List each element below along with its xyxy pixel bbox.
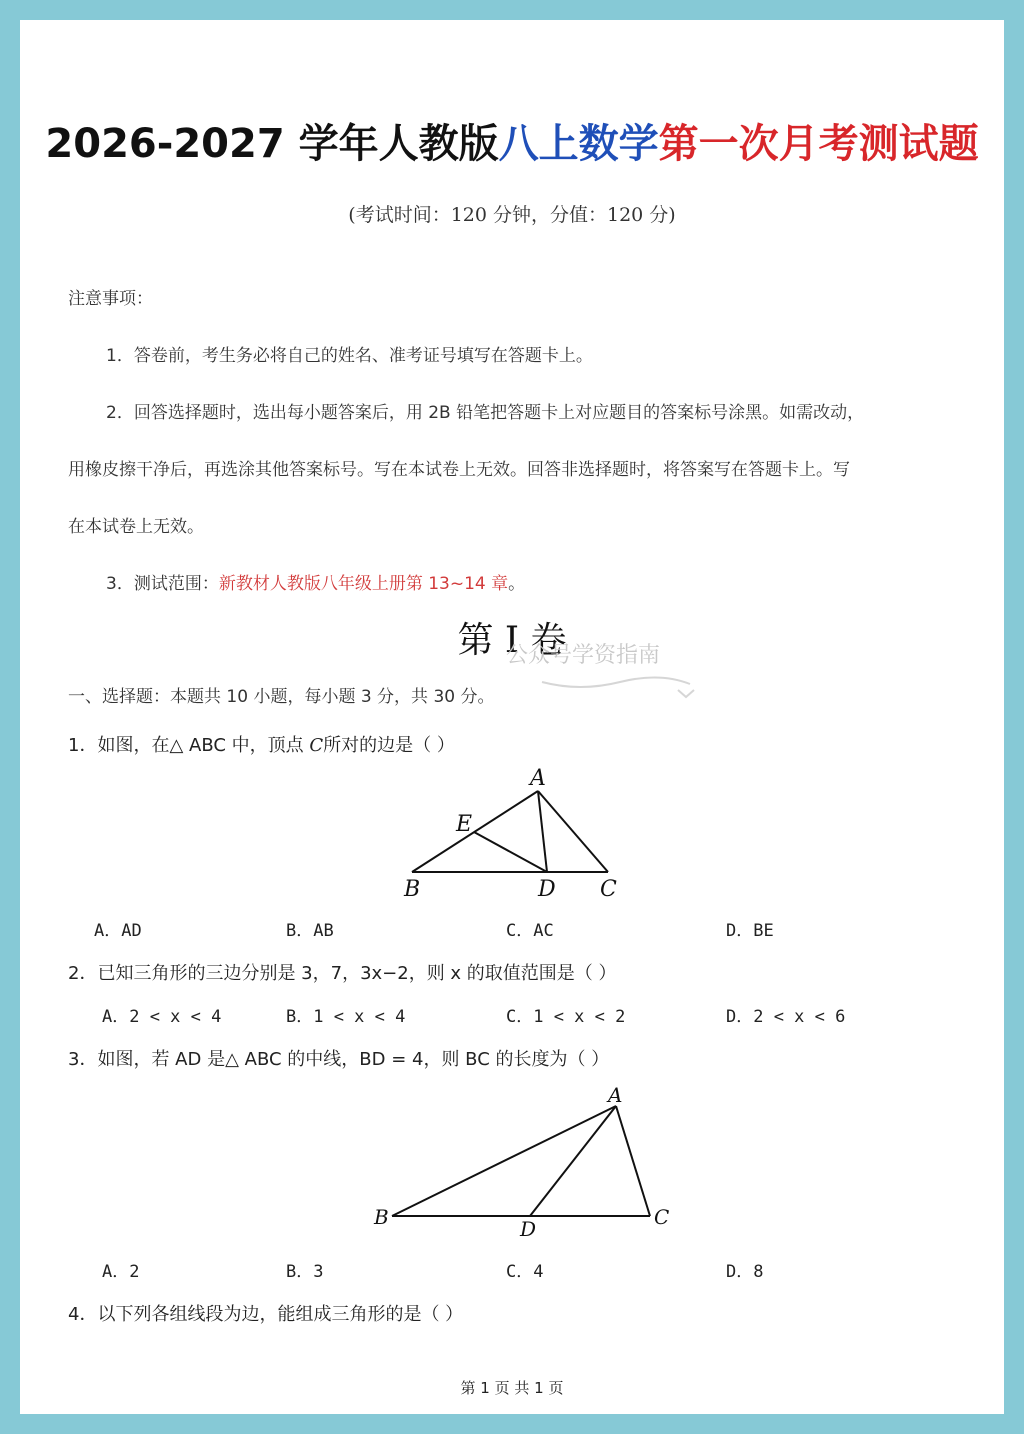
question-1-option-b[interactable]: B．AB — [286, 921, 334, 941]
notice-item-3-suffix: 。 — [508, 574, 526, 594]
question-2-option-c[interactable]: C．1 < x < 2 — [506, 1007, 626, 1027]
notice-item-2-line-3: 在本试卷上无效。 — [68, 517, 204, 537]
notice-item-3-range: 新教材人教版八年级上册第 13~14 章 — [218, 574, 509, 594]
notice-item-1: 1．答卷前，考生务必将自己的姓名、准考证号填写在答题卡上。 — [106, 346, 593, 366]
question-3-figure — [360, 1082, 690, 1242]
page-footer: 第 1 页 共 1 页 — [460, 1379, 564, 1397]
section-choice-heading: 一、选择题：本题共 10 小题，每小题 3 分，共 30 分。 — [68, 687, 495, 707]
q3-label-b: B — [374, 1205, 389, 1229]
question-1-stem-suffix: 所对的边是（ ） — [323, 735, 455, 756]
question-3-option-d[interactable]: D．8 — [726, 1262, 764, 1282]
q3-label-d: D — [520, 1217, 537, 1241]
question-1-stem-prefix: 1．如图，在△ ABC 中，顶点 — [68, 735, 310, 756]
question-3-option-b[interactable]: B．3 — [286, 1262, 324, 1282]
notice-item-2-line-2: 用橡皮擦干净后，再选涂其他答案标号。写在本试卷上无效。回答非选择题时，将答案写在答题卡上。写 — [68, 460, 850, 480]
exam-page — [20, 20, 1004, 1414]
title-part-year: 2026-2027 学年人教版 — [45, 121, 499, 167]
question-1-figure — [390, 760, 660, 910]
q3-label-a: A — [608, 1083, 623, 1107]
question-2-option-d[interactable]: D．2 < x < 6 — [726, 1007, 846, 1027]
question-2-option-a[interactable]: A．2 < x < 4 — [102, 1007, 222, 1027]
q1-label-b: B — [404, 877, 421, 902]
question-3-option-c[interactable]: C．4 — [506, 1262, 544, 1282]
q3-label-c: C — [654, 1205, 670, 1229]
title-part-subject: 八上数学 — [498, 121, 659, 167]
question-3-option-a[interactable]: A．2 — [102, 1262, 140, 1282]
question-1-option-d[interactable]: D．BE — [726, 921, 774, 941]
notice-item-2-line-1: 2．回答选择题时，选出每小题答案后，用 2B 铅笔把答题卡上对应题目的答案标号涂黑。如需改动， — [106, 403, 865, 423]
watermark-scribble — [540, 670, 710, 700]
exam-duration-score: (考试时间：120 分钟，分值：120 分) — [348, 204, 676, 226]
notice-heading: 注意事项： — [68, 289, 153, 309]
title-part-exam: 第一次月考测试题 — [658, 121, 979, 167]
volume-heading: 第 I 卷 — [457, 620, 567, 661]
q1-label-d: D — [538, 877, 556, 902]
notice-item-3 — [106, 569, 525, 594]
question-1-option-c[interactable]: C．AC — [506, 921, 554, 941]
q1-label-c: C — [600, 877, 617, 902]
question-3-stem: 3．如图，若 AD 是△ ABC 的中线，BD = 4，则 BC 的长度为（ ） — [68, 1049, 610, 1070]
question-4-stem: 4．以下列各组线段为边，能组成三角形的是（ ） — [68, 1304, 464, 1325]
question-1-stem — [68, 731, 455, 757]
question-1-stem-var: C — [309, 735, 324, 756]
q1-label-a: A — [530, 766, 546, 791]
question-2-stem: 2．已知三角形的三边分别是 3，7，3x−2，则 x 的取值范围是（ ） — [68, 963, 617, 984]
exam-title — [20, 112, 1004, 169]
question-1-option-a[interactable]: A．AD — [94, 921, 142, 941]
watermark-text: 公众号学资指南 — [506, 643, 661, 668]
notice-item-3-prefix: 3．测试范围： — [106, 574, 219, 594]
q1-label-e: E — [456, 812, 473, 837]
question-2-option-b[interactable]: B．1 < x < 4 — [286, 1007, 406, 1027]
